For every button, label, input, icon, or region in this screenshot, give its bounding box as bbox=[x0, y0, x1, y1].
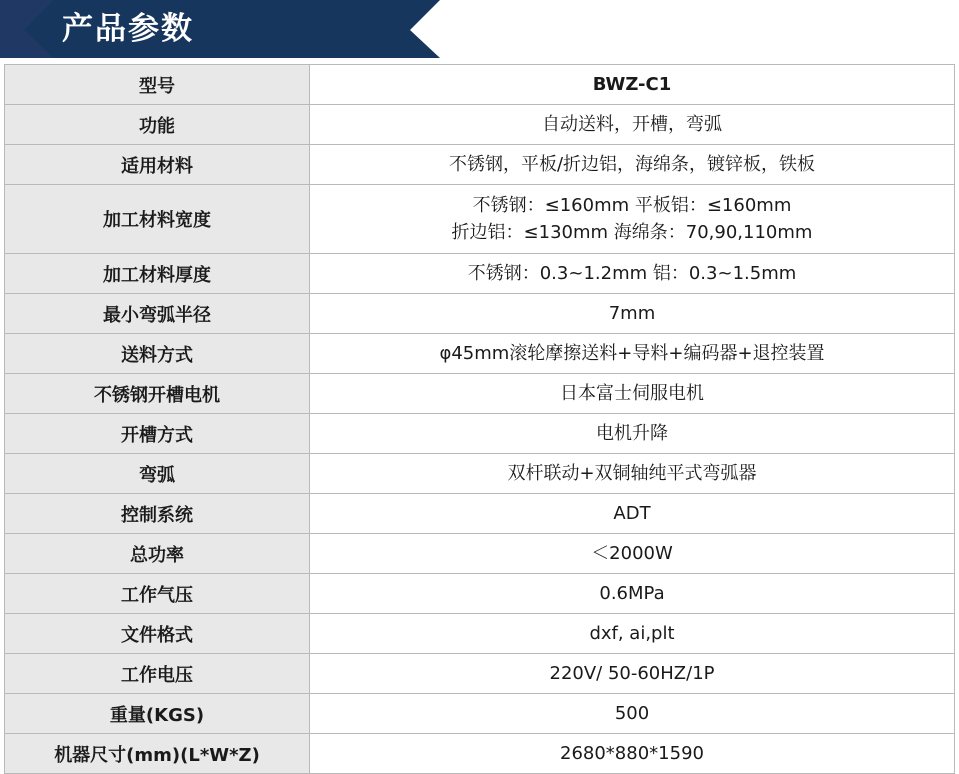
table-row bbox=[5, 614, 955, 654]
spec-value-line: 折边铝：≤130mm 海绵条：70,90,110mm bbox=[451, 222, 813, 243]
spec-value-line: 不锈钢：0.3~1.2mm 铝：0.3~1.5mm bbox=[467, 263, 797, 284]
spec-label-cell: 控制系统 bbox=[5, 494, 310, 534]
spec-label-cell: 总功率 bbox=[5, 534, 310, 574]
spec-value-line: 不锈钢：≤160mm 平板铝：≤160mm bbox=[472, 195, 792, 216]
spec-value-cell bbox=[310, 734, 955, 774]
spec-value-cell bbox=[310, 105, 955, 145]
table-row bbox=[5, 294, 955, 334]
table-row bbox=[5, 185, 955, 254]
page-header-banner bbox=[0, 0, 959, 58]
spec-table-body bbox=[5, 65, 955, 774]
spec-value-cell bbox=[310, 65, 955, 105]
spec-label-cell: 文件格式 bbox=[5, 614, 310, 654]
spec-label-cell: 功能 bbox=[5, 105, 310, 145]
spec-value-cell bbox=[310, 574, 955, 614]
spec-value-line: dxf, ai,plt bbox=[589, 623, 675, 644]
spec-table bbox=[4, 64, 955, 774]
table-row bbox=[5, 494, 955, 534]
table-row bbox=[5, 145, 955, 185]
spec-label-cell: 加工材料宽度 bbox=[5, 185, 310, 254]
spec-value-cell bbox=[310, 185, 955, 254]
table-row bbox=[5, 105, 955, 145]
spec-label-cell: 适用材料 bbox=[5, 145, 310, 185]
spec-label-cell: 不锈钢开槽电机 bbox=[5, 374, 310, 414]
spec-value-cell bbox=[310, 534, 955, 574]
table-row bbox=[5, 334, 955, 374]
spec-value-line: BWZ-C1 bbox=[592, 74, 672, 95]
spec-value-cell bbox=[310, 694, 955, 734]
spec-value-line: 日本富士伺服电机 bbox=[560, 383, 704, 404]
spec-label-cell: 工作气压 bbox=[5, 574, 310, 614]
spec-label-cell: 加工材料厚度 bbox=[5, 254, 310, 294]
table-row bbox=[5, 454, 955, 494]
page-title: 产品参数 bbox=[62, 11, 194, 47]
spec-value-line: 不锈钢，平板/折边铝，海绵条，镀锌板，铁板 bbox=[448, 154, 816, 175]
spec-value-line: φ45mm滚轮摩擦送料+导料+编码器+退控装置 bbox=[439, 343, 825, 364]
spec-value-cell bbox=[310, 294, 955, 334]
spec-label-cell: 型号 bbox=[5, 65, 310, 105]
spec-value-line: 2680*880*1590 bbox=[560, 743, 704, 764]
spec-label-cell: 弯弧 bbox=[5, 454, 310, 494]
spec-label-cell: 开槽方式 bbox=[5, 414, 310, 454]
table-row bbox=[5, 254, 955, 294]
table-row bbox=[5, 574, 955, 614]
spec-value-cell bbox=[310, 614, 955, 654]
spec-value-cell bbox=[310, 414, 955, 454]
spec-value-cell bbox=[310, 145, 955, 185]
spec-label-cell: 送料方式 bbox=[5, 334, 310, 374]
spec-value-line: 双杆联动+双铜轴纯平式弯弧器 bbox=[507, 463, 757, 484]
spec-value-cell bbox=[310, 374, 955, 414]
spec-value-cell bbox=[310, 254, 955, 294]
table-row bbox=[5, 414, 955, 454]
table-row bbox=[5, 374, 955, 414]
spec-label-cell: 工作电压 bbox=[5, 654, 310, 694]
spec-value-cell bbox=[310, 494, 955, 534]
spec-label-cell: 最小弯弧半径 bbox=[5, 294, 310, 334]
spec-value-line: 电机升降 bbox=[596, 423, 668, 444]
spec-label-cell: 重量(KGS) bbox=[5, 694, 310, 734]
table-row bbox=[5, 654, 955, 694]
table-row bbox=[5, 734, 955, 774]
table-row bbox=[5, 65, 955, 105]
spec-value-line: ＜2000W bbox=[591, 543, 673, 564]
spec-value-cell bbox=[310, 334, 955, 374]
spec-table-wrap bbox=[4, 64, 955, 774]
spec-label-cell: 机器尺寸(mm)(L*W*Z) bbox=[5, 734, 310, 774]
spec-value-line: 7mm bbox=[608, 303, 656, 324]
spec-value-cell bbox=[310, 654, 955, 694]
spec-value-line: 500 bbox=[614, 703, 650, 724]
spec-value-line: 自动送料，开槽，弯弧 bbox=[542, 114, 722, 135]
table-row bbox=[5, 694, 955, 734]
spec-value-cell bbox=[310, 454, 955, 494]
spec-value-line: 0.6MPa bbox=[599, 583, 665, 604]
table-row bbox=[5, 534, 955, 574]
spec-value-line: ADT bbox=[613, 503, 651, 524]
spec-value-line: 220V/ 50-60HZ/1P bbox=[549, 663, 715, 684]
